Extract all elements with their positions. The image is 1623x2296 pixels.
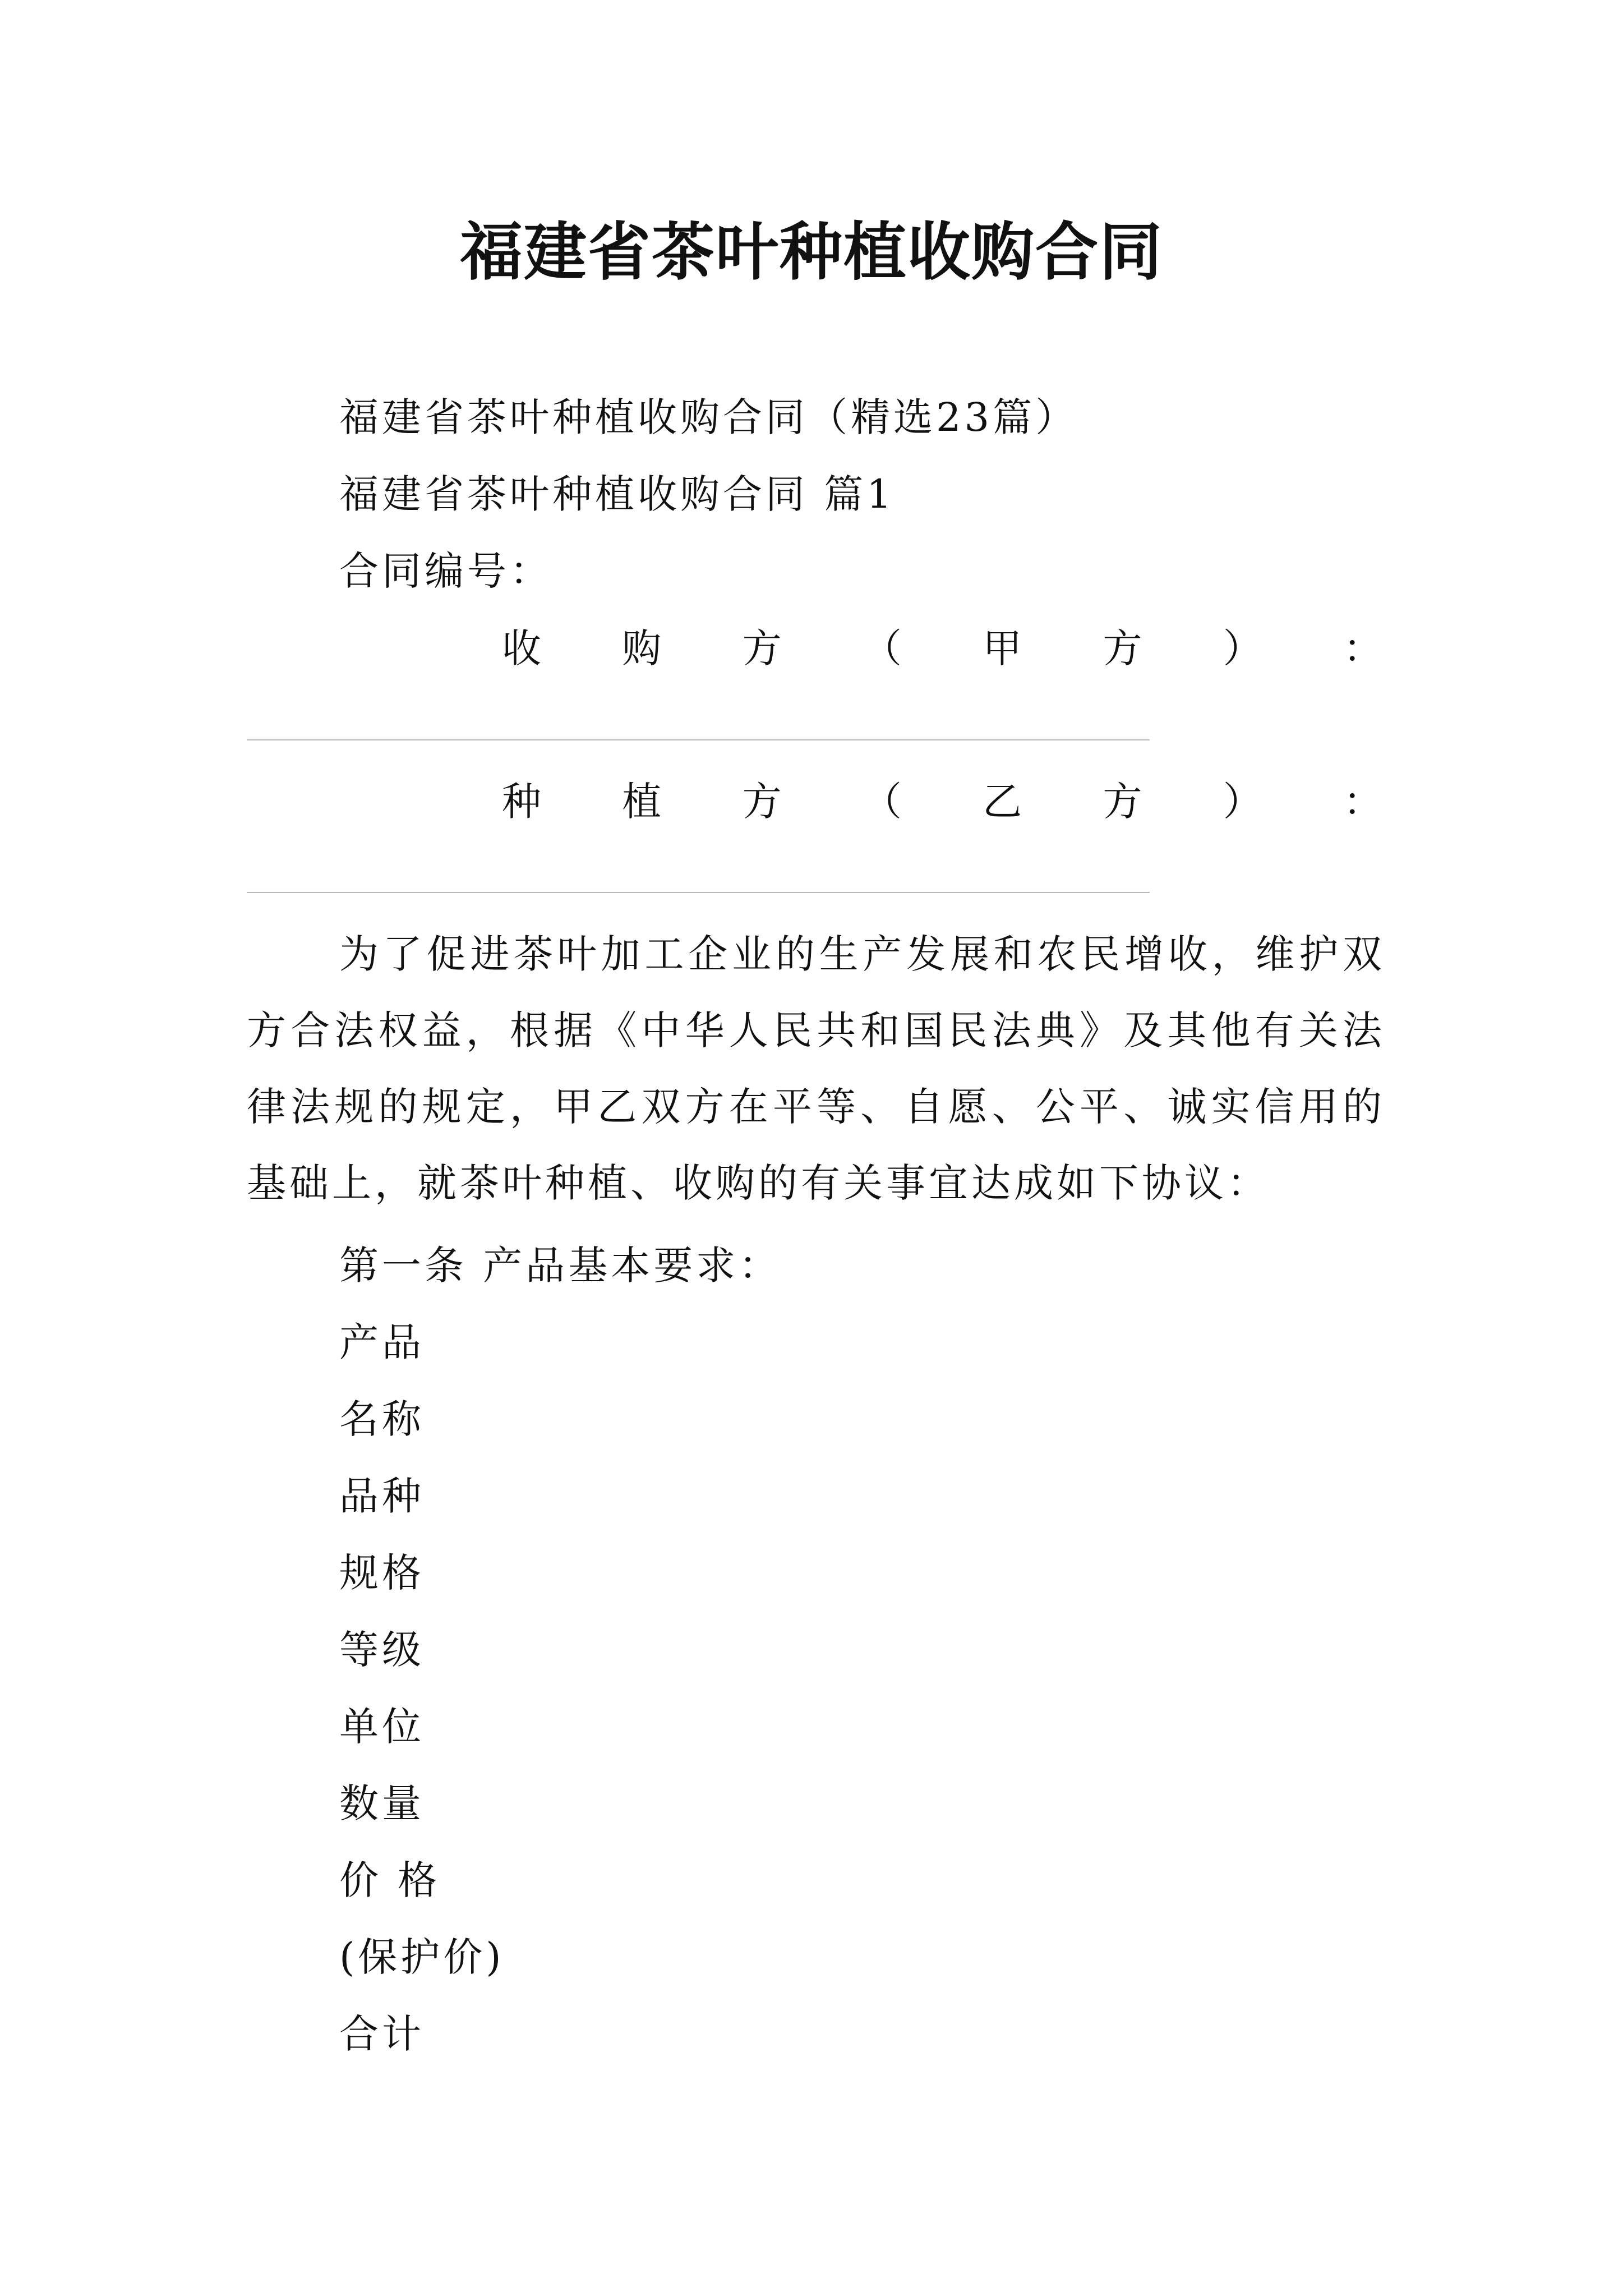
item-label: 数量 — [339, 1780, 425, 1826]
item-label: 品种 — [339, 1473, 425, 1519]
party-b-char: 种 — [502, 779, 541, 825]
document-title: 福建省茶叶种植收购合同 — [460, 215, 1163, 289]
document-subtitle: 福建省茶叶种植收购合同（精选23篇） — [339, 394, 1078, 440]
party-a-line — [502, 617, 1382, 674]
section-heading: 福建省茶叶种植收购合同 篇1 — [339, 471, 895, 517]
party-b-char: 乙 — [983, 779, 1022, 825]
party-a-char: 甲 — [983, 625, 1022, 671]
item-label: 单位 — [339, 1704, 425, 1750]
party-a-char: （ — [862, 625, 902, 671]
item-label: (保护价) — [339, 1934, 505, 1980]
item-label: 合计 — [339, 2011, 425, 2057]
intro-paragraph: 为了促进茶叶加工企业的生产发展和农民增收，维护双方合法权益，根据《中华人民共和国民法典》及其他有关法律法规的规定，甲乙双方在平等、自愿、公平、诚实信用的基础上，就茶叶种植、收购的有关事宜达成如下协议： — [247, 931, 1385, 1206]
party-a-char: ） — [1223, 625, 1262, 671]
contract-number-label: 合同编号： — [339, 548, 552, 594]
party-b-char: 方 — [742, 779, 782, 825]
item-label: 等级 — [339, 1627, 425, 1673]
party-a-char: ： — [1343, 625, 1382, 671]
party-a-char: 收 — [502, 625, 541, 671]
party-a-char: 购 — [622, 625, 662, 671]
article-1-heading: 第一条 产品基本要求： — [339, 1243, 782, 1289]
party-a-char: 方 — [1103, 625, 1142, 671]
party-a-char: 方 — [742, 625, 782, 671]
item-label: 名称 — [339, 1396, 425, 1442]
party-b-fill-line — [247, 892, 1150, 893]
party-b-char: ） — [1223, 779, 1262, 825]
party-b-char: 植 — [622, 779, 662, 825]
item-label: 产品 — [339, 1319, 425, 1365]
party-b-char: （ — [862, 779, 902, 825]
party-a-fill-line — [247, 739, 1150, 740]
party-b-char: 方 — [1103, 779, 1142, 825]
item-label: 价 格 — [339, 1857, 441, 1903]
party-b-line — [502, 770, 1382, 827]
item-label: 规格 — [339, 1550, 425, 1596]
party-b-char: ： — [1343, 779, 1382, 825]
